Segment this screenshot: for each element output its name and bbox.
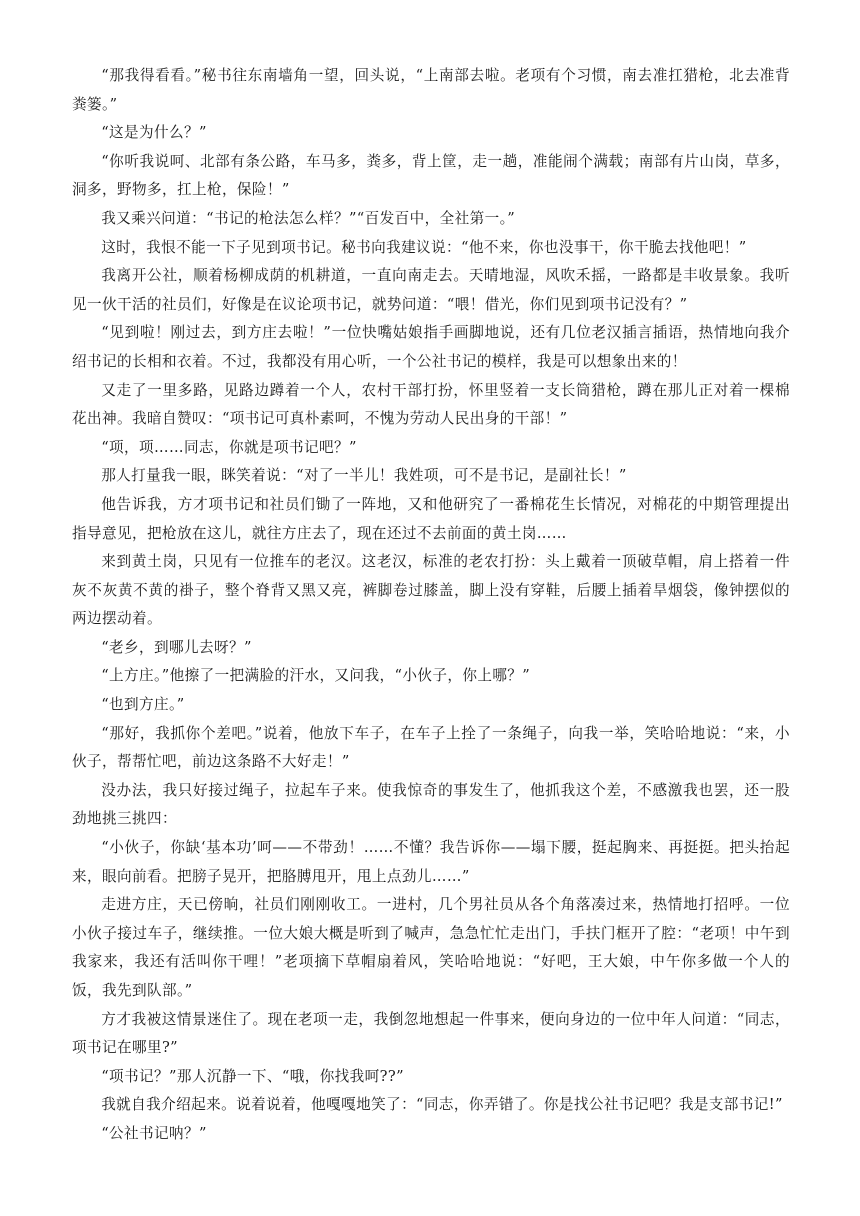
paragraph: 方才我被这情景迷住了。现在老项一走，我倒忽地想起一件事来，便向身边的一位中年人问道：“同志，项书记在哪里?” xyxy=(72,1010,790,1057)
paragraph: “也到方庄。” xyxy=(101,696,185,714)
paragraph: “老乡，到哪儿去呀？” xyxy=(101,638,252,656)
paragraph: 那人打量我一眼，眯笑着说：“对了一半儿！我姓项，可不是书记，是副社长！” xyxy=(101,467,627,485)
paragraph: “那好，我抓你个差吧。”说着，他放下车子，在车子上拴了一条绳子，向我一举，笑哈哈地说：“来，小伙子，帮帮忙吧，前边这条路不大好走！” xyxy=(72,724,790,771)
paragraph: “上方庄。”他擦了一把满脸的汗水，又问我，“小伙子，你上哪？” xyxy=(101,667,531,685)
paragraph: 他告诉我，方才项书记和社员们锄了一阵地，又和他研究了一番棉花生长情况，对棉花的中期管理提出指导意见，把枪放在这儿，就往方庄去了，现在还过不去前面的黄土岗…… xyxy=(72,495,790,542)
paragraph: 我就自我介绍起来。说着说着，他嘎嘎地笑了：“同志，你弄错了。你是找公社书记吧？我是支部书记!” xyxy=(101,1096,783,1114)
paragraph: 没办法，我只好接过绳子，拉起车子来。使我惊奇的事发生了，他抓我这个差，不感激我也罢，还一股劲地挑三挑四： xyxy=(72,781,790,828)
paragraph: “项书记？”那人沉静一下、“哦，你找我呵??” xyxy=(101,1067,404,1085)
paragraph: 来到黄土岗，只见有一位推车的老汉。这老汉，标准的老农打扮：头上戴着一顶破草帽，肩上搭着一件灰不灰黄不黄的褂子，整个脊背又黑又亮，裤脚卷过膝盖，脚上没有穿鞋，后腰上插着旱烟袋，像钟摆似的两边摆动着。 xyxy=(72,553,790,628)
paragraph: “项，项……同志，你就是项书记吧？” xyxy=(101,438,357,456)
paragraph: “见到啦！刚过去，到方庄去啦！”一位快嘴姑娘指手画脚地说，还有几位老汉插言插语，热情地向我介绍书记的长相和衣着。不过，我都没有用心听，一个公社书记的模样，我是可以想象出来的！ xyxy=(72,324,790,370)
paragraph: “这是为什么？” xyxy=(101,124,207,142)
paragraph: 我又乘兴问道：“书记的枪法怎么样？”“百发百中，全社第一。” xyxy=(101,209,516,227)
paragraph: “公社书记呐？” xyxy=(101,1124,207,1142)
paragraph: 这时，我恨不能一下子见到项书记。秘书向我建议说：“他不来，你也没事干，你干脆去找他吧！” xyxy=(101,238,747,256)
paragraph: “你听我说呵、北部有条公路，车马多，粪多，背上筐，走一趟，准能闹个满载；南部有片山岗，草多，洞多，野物多，扛上枪，保险！” xyxy=(72,152,790,199)
paragraph: “那我得看看。”秘书往东南墙角一望，回头说，“上南部去啦。老项有个习惯，南去准扛猎枪，北去准背粪篓。” xyxy=(72,67,790,113)
paragraph: 我离开公社，顺着杨柳成荫的机耕道，一直向南走去。天晴地湿，风吹禾摇，一路都是丰收景象。我听见一伙干活的社员们，好像是在议论项书记，就势问道：“喂！借光，你们见到项书记没有？” xyxy=(72,267,790,313)
paragraph: 又走了一里多路，见路边蹲着一个人，农村干部打扮，怀里竖着一支长筒猎枪，蹲在那儿正对着一棵棉花出神。我暗自赞叹：“项书记可真朴素呵，不愧为劳动人民出身的干部！” xyxy=(72,381,790,428)
paragraph: 走进方庄，天已傍晌，社员们刚刚收工。一进村，几个男社员从各个角落凑过来，热情地打招呼。一位小伙子接过车子，继续推。一位大娘大概是听到了喊声，急急忙忙走出门，手扶门框开了腔：“老项！中午到我家来，我还有活叫你干哩！”老项摘下草帽扇着风，笑哈哈地说：“好吧，王大娘，中午你多做一个人的饭，我先到队部。” xyxy=(72,896,790,999)
paragraph: “小伙子，你缺‘基本功’呵——不带劲！……不懂？我告诉你——塌下腰，挺起胸来、再挺挺。把头抬起来，眼向前看。把膀子晃开，把胳膊甩开，甩上点劲儿……” xyxy=(72,839,790,885)
